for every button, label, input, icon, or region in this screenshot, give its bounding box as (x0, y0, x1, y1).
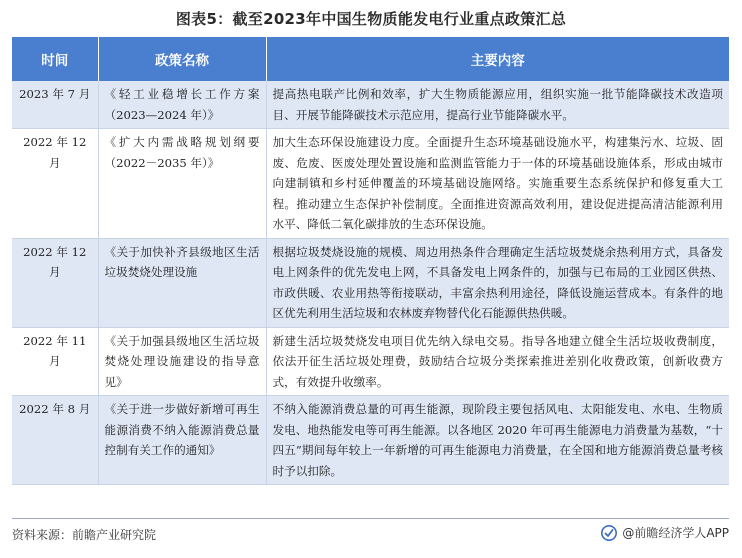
cell-policy-name: 《关于加快补齐县级地区生活垃圾焚烧处理设施 (98, 238, 266, 327)
brand-label: @前瞻经济学人APP (622, 526, 729, 540)
cell-time: 2022 年 12 月 (12, 238, 98, 327)
cell-content: 不纳入能源消费总量的可再生能源，现阶段主要包括风电、太阳能发电、水电、生物质发电、地热能发电等可再生能源。以各地区 2020 年可再生能源电力消费量为基数，“十四五”期间每年较上一年新增的可再生能源电力消费量，在全国和地方能源消费总量考核时予以扣除。 (266, 396, 729, 485)
table-row (12, 396, 729, 485)
cell-time: 2023 年 7 月 (12, 81, 98, 129)
page-title: 图表5：截至2023年中国生物质能发电行业重点政策汇总 (175, 10, 567, 28)
table-row (12, 238, 729, 327)
table-row (12, 129, 729, 239)
table-row (12, 81, 729, 129)
cell-content: 新建生活垃圾焚烧发电项目优先纳入绿电交易。指导各地建立健全生活垃圾收费制度，依法开征生活垃圾处理费，鼓励结合垃圾分类探索推进差别化收费政策，创新收费方式，有效提升收缴率。 (266, 327, 729, 396)
cell-time: 2022 年 8 月 (12, 396, 98, 485)
source-note: 资料来源：前瞻产业研究院 (12, 528, 157, 542)
footer-divider (12, 518, 729, 519)
policy-table (12, 37, 729, 485)
cell-content: 加大生态环保设施建设力度。全面提升生态环境基础设施水平，构建集污水、垃圾、固废、危废、医废处理处置设施和监测监管能力于一体的环境基础设施体系，形成由城市向建制镇和乡村延伸覆盖的环境基础设施网络。实施重要生态系统保护和修复重大工程。推动建立生态保护补偿制度。全面推进资源高效利用，建设促进提高清洁能源利用水平、降低二氧化碳排放的生态环保设施。 (266, 129, 729, 239)
table-header-row (12, 37, 729, 81)
header-time: 时间 (12, 37, 98, 81)
table-row (12, 327, 729, 396)
brand-credit (601, 524, 729, 541)
cell-content: 提高热电联产比例和效率，扩大生物质能源应用，组织实施一批节能降碳技术改造项目、开展节能降碳技术示范应用，提高行业节能降碳水平。 (266, 81, 729, 129)
cell-content: 根据垃圾焚烧设施的规模、周边用热条件合理确定生活垃圾焚烧余热利用方式，具备发电上网条件的优先发电上网，不具备发电上网条件的，加强与已布局的工业园区供热、市政供暖、农业用热等衔接联动，丰富余热利用途径，降低设施运营成本。有条件的地区优先利用生活垃圾和农林废弃物替代化石能源供热供暖。 (266, 238, 729, 327)
cell-time: 2022 年 11 月 (12, 327, 98, 396)
cell-policy-name: 《关于进一步做好新增可再生能源消费不纳入能源消费总量控制有关工作的通知》 (98, 396, 266, 485)
cell-policy-name: 《扩大内需战略规划纲要（2022－2035 年）》 (98, 129, 266, 239)
cell-policy-name: 《关于加强县级地区生活垃圾焚烧处理设施建设的指导意见》 (98, 327, 266, 396)
cell-time: 2022 年 12 月 (12, 129, 98, 239)
header-policy-name: 政策名称 (98, 37, 266, 81)
qianzhan-logo-icon (601, 525, 617, 541)
cell-policy-name: 《轻工业稳增长工作方案（2023—2024 年）》 (98, 81, 266, 129)
header-main-content: 主要内容 (266, 37, 729, 81)
